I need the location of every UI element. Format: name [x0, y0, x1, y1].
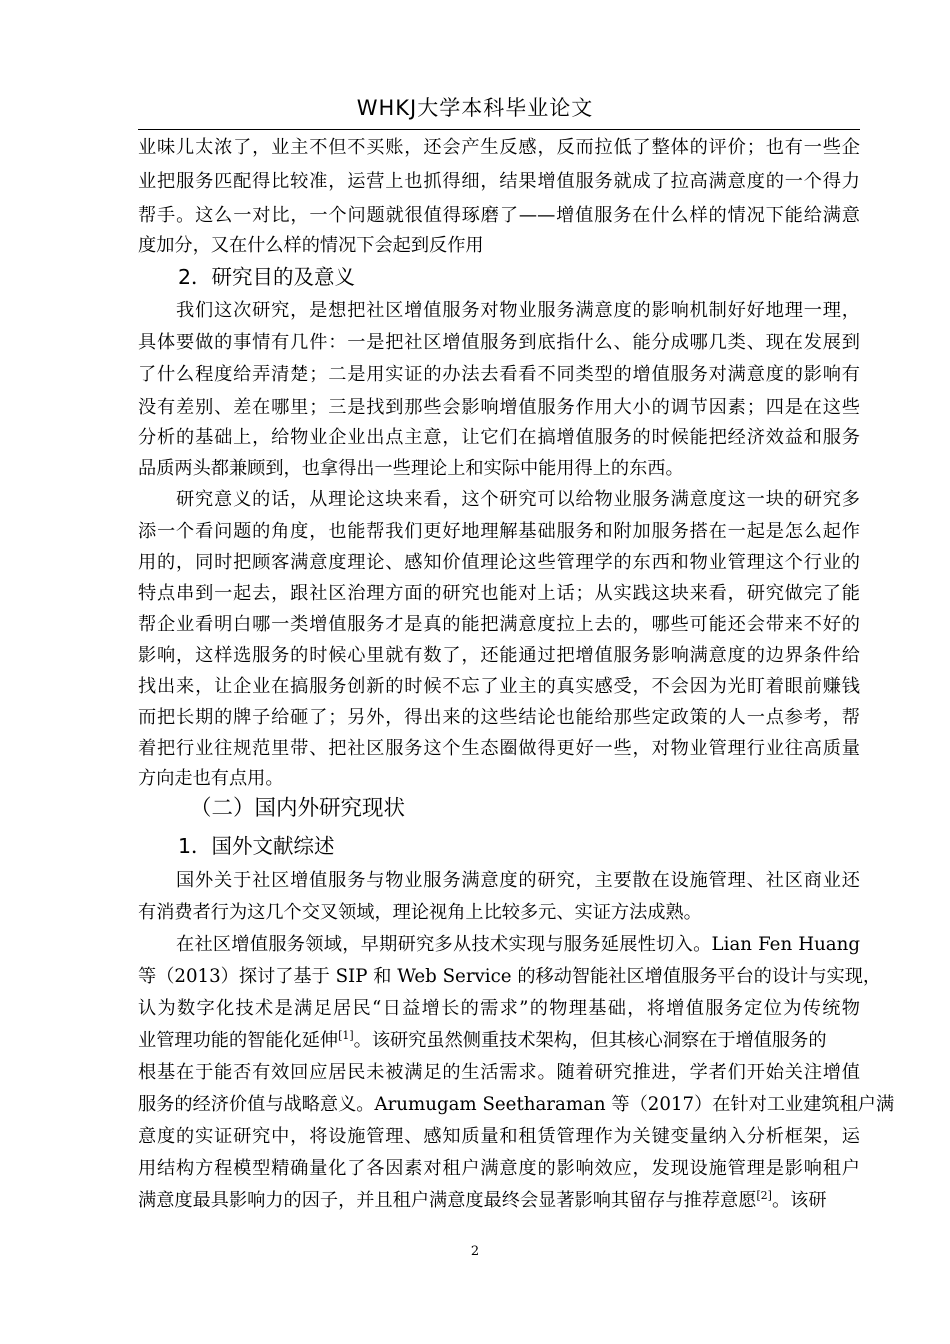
paragraph-line: 方向走也有点用。: [138, 768, 284, 789]
paragraph-line: 没有差别、差在哪里；三是找到那些会影响增值服务作用大小的调节因素；四是在这些: [138, 397, 860, 418]
paragraph-line: 帮企业看明白哪一类增值服务才是真的能把满意度拉上去的，哪些可能还会带来不好的: [138, 614, 860, 635]
section-heading-foreign-review: 1．国外文献综述: [178, 834, 335, 858]
paragraph-line: 业味儿太浓了，业主不但不买账，还会产生反感，反而拉低了整体的评价；也有一些企: [138, 137, 860, 158]
paragraph-line: 用的，同时把顾客满意度理论、感知价值理论这些管理学的东西和物业管理这个行业的: [138, 552, 860, 573]
header-divider: [138, 129, 860, 130]
section-heading-research-status: （二）国内外研究现状: [190, 796, 406, 821]
paragraph-line: 有消费者行为这几个交叉领域，理论视角上比较多元、实证方法成熟。: [138, 902, 702, 923]
paragraph-line: 认为数字化技术是满足居民“日益增长的需求”的物理基础，将增值服务定位为传统物: [138, 998, 860, 1019]
paragraph-line: 影响，这样选服务的时候心里就有数了，还能通过把增值服务影响满意度的边界条件给: [138, 645, 860, 666]
paragraph-line: 在社区增值服务领域，早期研究多从技术实现与服务延展性切入。Lian Fen Huang: [176, 934, 860, 955]
page-number: 2: [470, 1244, 480, 1259]
text-run: 。该研究虽然侧重技术架构，但其核心洞察在于增值服务的: [353, 1030, 827, 1051]
text-run: 业管理功能的智能化延伸: [138, 1030, 339, 1051]
paragraph-line: 而把长期的牌子给砸了；另外，得出来的这些结论也能给那些定政策的人一点参考，帮: [138, 707, 860, 728]
paragraph-line: 国外关于社区增值服务与物业服务满意度的研究，主要散在设施管理、社区商业还: [176, 870, 860, 891]
paragraph-line: 意度的实证研究中，将设施管理、感知质量和租赁管理作为关键变量纳入分析框架，运: [138, 1126, 860, 1147]
citation-ref: [2]: [756, 1188, 772, 1202]
paragraph-line: [138, 1184, 860, 1218]
paragraph-line: 了什么程度给弄清楚；二是用实证的办法去看看不同类型的增值服务对满意度的影响有: [138, 364, 860, 385]
paragraph-line: 度加分，又在什么样的情况下会起到反作用: [138, 235, 484, 256]
paragraph-line: 业把服务匹配得比较准，运营上也抓得细，结果增值服务就成了拉高满意度的一个得力: [138, 171, 860, 192]
paragraph-line: 研究意义的话，从理论这块来看，这个研究可以给物业服务满意度这一块的研究多: [176, 489, 860, 510]
paragraph-line: 具体要做的事情有几件：一是把社区增值服务到底指什么、能分成哪几类、现在发展到: [138, 332, 860, 353]
text-run: 。该研: [771, 1190, 827, 1211]
paragraph-line: 添一个看问题的角度，也能帮我们更好地理解基础服务和附加服务搭在一起是怎么起作: [138, 521, 860, 542]
paragraph-line: 等（2013）探讨了基于 SIP 和 Web Service 的移动智能社区增值服务平台的设计与实现，: [138, 966, 882, 987]
paragraph-line: 服务的经济价值与战略意义。Arumugam Seetharaman 等（2017）在针对工业建筑租户满: [138, 1094, 895, 1115]
running-header: WHKJ大学本科毕业论文: [356, 96, 594, 120]
paragraph-line: 特点串到一起去，跟社区治理方面的研究也能对上话；从实践这块来看，研究做完了能: [138, 583, 860, 604]
paragraph-line: 帮手。这么一对比，一个问题就很值得琢磨了——增值服务在什么样的情况下能给满意: [138, 205, 860, 226]
paragraph-line: 根基在于能否有效回应居民未被满足的生活需求。随着研究推进，学者们开始关注增值: [138, 1062, 860, 1083]
text-run: 满意度最具影响力的因子，并且租户满意度最终会显著影响其留存与推荐意愿: [138, 1190, 757, 1211]
paragraph-line: 用结构方程模型精确量化了各因素对租户满意度的影响效应，发现设施管理是影响租户: [138, 1158, 860, 1179]
paragraph-line: 品质两头都兼顾到，也拿得出一些理论上和实际中能用得上的东西。: [138, 458, 684, 479]
paragraph-line: [138, 1024, 860, 1058]
citation-ref: [1]: [338, 1028, 354, 1042]
paragraph-line: 我们这次研究，是想把社区增值服务对物业服务满意度的影响机制好好地理一理，: [176, 300, 860, 321]
paragraph-line: 分析的基础上，给物业企业出点主意，让它们在搞增值服务的时候能把经济效益和服务: [138, 427, 860, 448]
paragraph-line: 着把行业往规范里带、把社区服务这个生态圈做得更好一些，对物业管理行业往高质量: [138, 738, 860, 759]
paragraph-line: 找出来，让企业在搞服务创新的时候不忘了业主的真实感受，不会因为光盯着眼前赚钱: [138, 676, 860, 697]
section-heading-research-purpose: 2．研究目的及意义: [178, 265, 356, 289]
